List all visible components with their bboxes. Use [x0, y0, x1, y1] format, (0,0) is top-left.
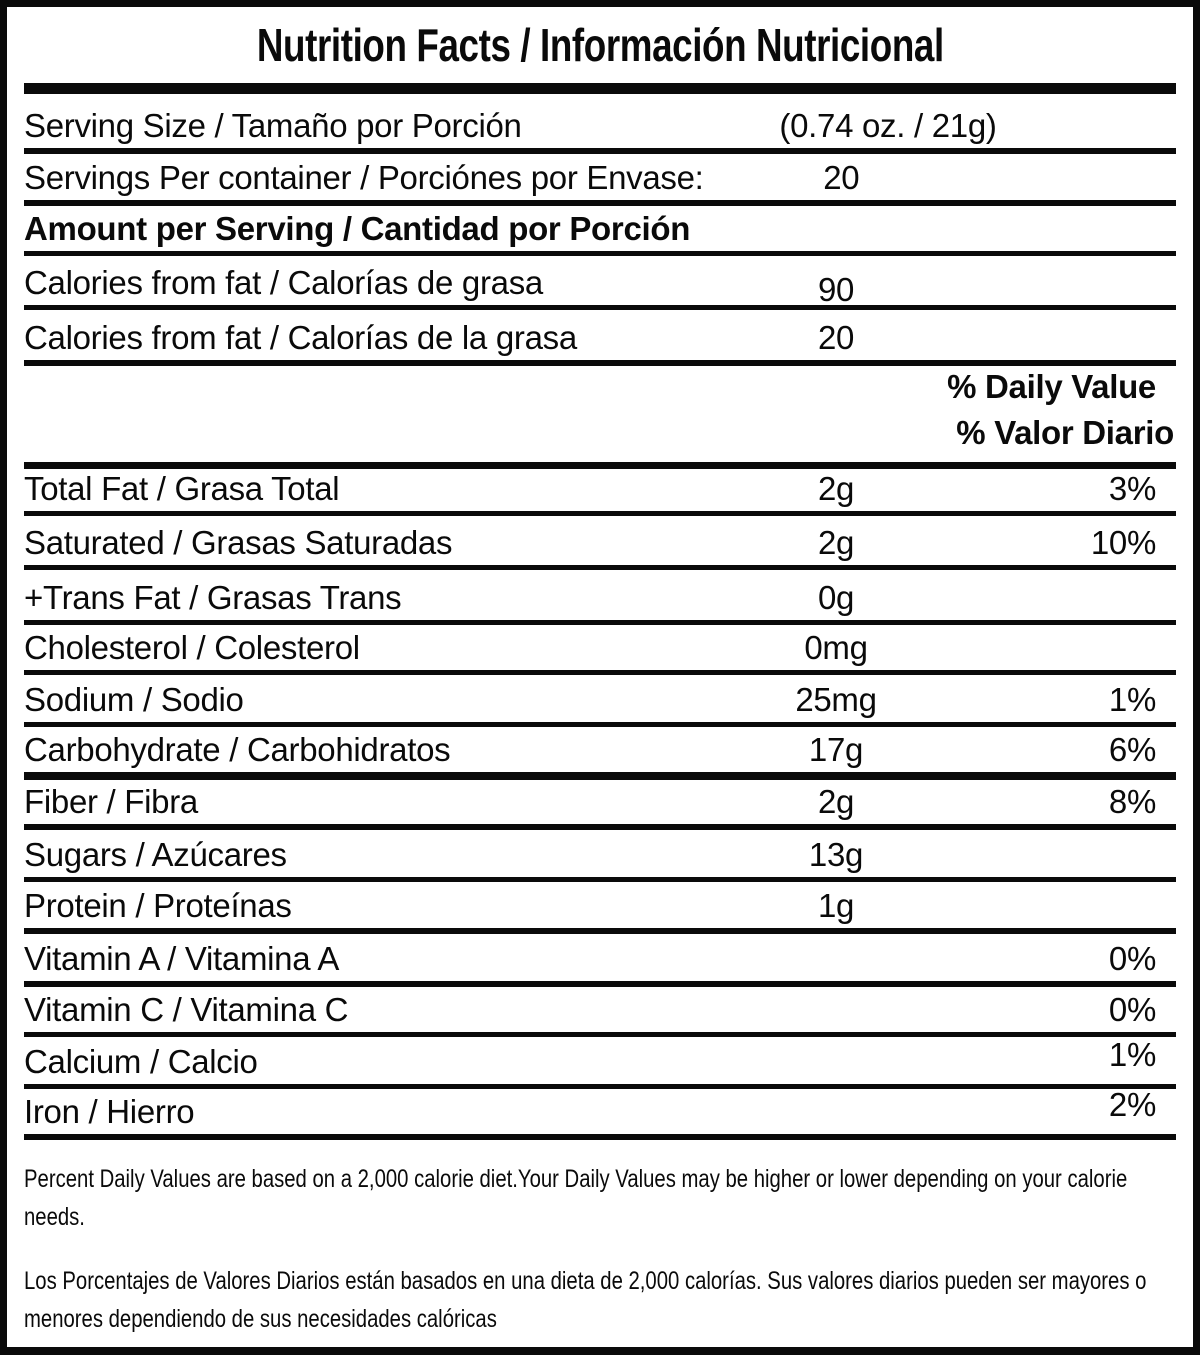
amount-per-serving-header-row	[24, 206, 1176, 256]
footnotes	[24, 1160, 1157, 1338]
nutrient-row-vitamin-a	[24, 934, 1176, 987]
nutrient-amount: 2g	[817, 783, 855, 820]
nutrient-label: Vitamin C / Vitamina C	[24, 991, 349, 1028]
serving-size-row	[24, 94, 1176, 154]
nutrient-label: Protein / Proteínas	[24, 887, 292, 924]
nutrient-label: Cholesterol / Colesterol	[24, 629, 360, 666]
nutrient-percent: 0%	[1108, 940, 1156, 977]
nutrient-amount: 0mg	[804, 629, 868, 666]
nutrient-percent: 1%	[1108, 1036, 1156, 1073]
nutrient-amount: 17g	[808, 731, 864, 768]
calories-from-fat-row-1	[24, 256, 1176, 310]
nutrient-row-carbohydrate	[24, 727, 1176, 780]
nutrient-amount: 1g	[817, 887, 855, 924]
nutrient-label: Iron / Hierro	[24, 1093, 195, 1130]
nutrient-label: +Trans Fat / Grasas Trans	[24, 579, 402, 616]
nutrient-row-calcium	[24, 1037, 1176, 1089]
nutrient-amount: 2g	[817, 524, 855, 561]
serving-size-label: Serving Size / Tamaño por Porción	[24, 107, 522, 144]
daily-value-header-es: % Valor Diario	[956, 414, 1174, 451]
nutrient-percent: 6%	[1108, 731, 1156, 768]
nutrient-amount: 25mg	[795, 681, 877, 718]
nutrient-label: Vitamin A / Vitamina A	[24, 940, 340, 977]
nutrient-percent: 1%	[1108, 681, 1156, 718]
nutrient-percent: 10%	[1090, 524, 1156, 561]
amount-per-serving-header: Amount per Serving / Cantidad por Porción	[24, 210, 691, 247]
nutrient-row-protein	[24, 882, 1176, 934]
calories-from-fat-row-2	[24, 310, 1176, 366]
servings-per-container-label: Servings Per container / Porciónes por Envase:	[24, 159, 704, 196]
nutrient-percent: 3%	[1108, 470, 1156, 507]
calories-row-label: Calories from fat / Calorías de la grasa	[24, 319, 577, 356]
footnote-spanish: Los Porcentajes de Valores Diarios están basados en una dieta de 2,000 calorías. Sus valores diarios pueden ser mayores o menores dependiendo de sus necesidades calóricas	[24, 1267, 1147, 1333]
nutrient-label: Sugars / Azúcares	[24, 836, 287, 873]
servings-per-container-value: 20	[823, 159, 860, 196]
nutrient-amount: 2g	[817, 470, 855, 507]
nutrient-amount: 13g	[808, 836, 864, 873]
servings-per-container-row	[24, 154, 1176, 206]
nutrient-row-vitamin-c	[24, 987, 1176, 1037]
nutrient-percent: 2%	[1108, 1086, 1156, 1123]
nutrient-label: Calcium / Calcio	[24, 1043, 258, 1080]
calories-row-value: 90	[817, 271, 855, 308]
nutrient-row-saturated-fat	[24, 516, 1176, 570]
nutrient-label: Fiber / Fibra	[24, 783, 198, 820]
footnote-english: Percent Daily Values are based on a 2,000 calorie diet.Your Daily Values may be higher or lower depending on your calorie needs.	[24, 1165, 1128, 1231]
label-title: Nutrition Facts / Información Nutricional	[256, 19, 944, 71]
nutrient-row-cholesterol	[24, 625, 1176, 675]
nutrient-percent: 8%	[1108, 783, 1156, 820]
nutrient-row-sugars	[24, 830, 1176, 882]
label-header	[24, 7, 1176, 83]
nutrient-row-trans-fat	[24, 570, 1176, 625]
nutrient-row-fiber	[24, 780, 1176, 830]
nutrient-label: Saturated / Grasas Saturadas	[24, 524, 453, 561]
calories-row-label: Calories from fat / Calorías de grasa	[24, 264, 543, 301]
daily-value-header-block	[24, 366, 1176, 469]
nutrient-label: Total Fat / Grasa Total	[24, 470, 340, 507]
nutrient-row-total-fat	[24, 469, 1176, 516]
calories-row-value: 20	[817, 319, 855, 356]
nutrient-label: Carbohydrate / Carbohidratos	[24, 731, 451, 768]
nutrient-amount: 0g	[817, 579, 855, 616]
nutrient-percent: 0%	[1108, 991, 1156, 1028]
nutrient-row-iron	[24, 1086, 1176, 1140]
daily-value-header-en: % Daily Value	[947, 368, 1156, 405]
title-divider-bar	[24, 83, 1176, 94]
nutrient-label: Sodium / Sodio	[24, 681, 244, 718]
nutrient-row-sodium	[24, 675, 1176, 727]
serving-size-value: (0.74 oz. / 21g)	[779, 107, 997, 144]
